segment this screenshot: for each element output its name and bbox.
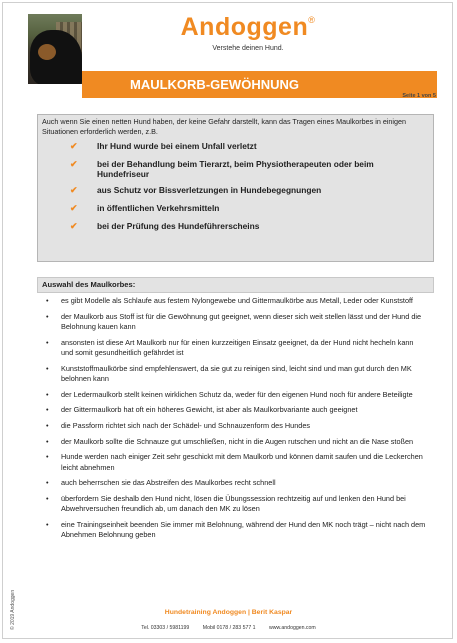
selection-item: [44, 421, 426, 431]
checkmark-icon: ✔: [70, 141, 78, 151]
selection-item-text: ansonsten ist diese Art Maulkorb nur für einen kurzzeitigen Einsatz geeignet, da der Hund nicht hecheln kann und somit gesundheitlich gefährdet ist: [61, 337, 414, 357]
selection-item-text: der Maulkorb aus Stoff ist für die Gewöhnung gut geeignet, wenn dieser sich weit stellen lässt und der Hund die Belohnung kauen kann: [61, 311, 422, 331]
bullet-icon: •: [46, 494, 49, 504]
footer-mobile: Mobil 0178 / 283 577 1: [202, 625, 256, 631]
selection-item-text: Hunde werden nach einiger Zeit sehr geschickt mit dem Maulkorb und können damit saufen und die Leckerchen leicht abnehmen: [61, 452, 423, 472]
selection-item: [44, 452, 426, 473]
selection-item: [44, 478, 426, 488]
bullet-icon: •: [46, 520, 49, 530]
bullet-icon: •: [46, 405, 49, 415]
footer-web[interactable]: www.andoggen.com: [269, 625, 316, 631]
situation-item-text: bei der Behandlung beim Tierarzt, beim Physiotherapeuten oder beim Hundefriseur: [97, 159, 374, 179]
selection-item: [44, 405, 426, 415]
bullet-icon: •: [46, 436, 49, 446]
bullet-icon: •: [46, 421, 49, 431]
selection-item: [44, 364, 426, 385]
copyright-note: © 2019 Andoggen: [10, 589, 16, 630]
checkmark-icon: ✔: [70, 159, 78, 169]
page-number: Seite 1 von 5: [402, 93, 436, 99]
situation-item-text: Ihr Hund wurde bei einem Unfall verletzt: [97, 141, 257, 151]
selection-item-text: eine Trainingseinheit beenden Sie immer mit Belohnung, während der Hund den MK noch trägt – nicht nach dem Abnehmen Belohnung geben: [61, 520, 426, 540]
selection-item-text: der Maulkorb sollte die Schnauze gut umschließen, nicht in die Augen rutschen und nicht an die Nase stoßen: [61, 436, 414, 446]
checkmark-icon: ✔: [70, 203, 78, 213]
bullet-icon: •: [46, 337, 49, 347]
selection-item: [44, 494, 426, 515]
situation-item: [68, 203, 408, 213]
selection-item: [44, 437, 426, 447]
checkmark-icon: ✔: [70, 221, 78, 231]
situation-item: [68, 141, 408, 151]
footer-title: Hundetraining Andoggen | Berit Kaspar: [164, 609, 293, 616]
footer-contact: [0, 625, 457, 631]
selection-item-text: Kunststoffmaulkörbe sind empfehlenswert, da sie gut zu reinigen sind, leicht sind und man gut durch den MK belohnen kann: [61, 363, 412, 383]
selection-item-text: die Passform richtet sich nach der Schädel- und Schnauzenform des Hundes: [61, 421, 311, 431]
bullet-icon: •: [46, 311, 49, 321]
situation-item: [68, 221, 408, 231]
bullet-icon: •: [46, 478, 49, 488]
bullet-icon: •: [46, 389, 49, 399]
situation-item-text: in öffentlichen Verkehrsmitteln: [97, 203, 220, 213]
bullet-icon: •: [46, 452, 49, 462]
selection-item-text: überfordern Sie deshalb den Hund nicht, lösen die Übungssession rechtzeitig auf und lenken den Hund bei Abwehrversuchen freundlich ab, um danach den MK zu lösen: [61, 494, 406, 514]
photo-dog: [30, 30, 82, 84]
brand-logo: [148, 13, 348, 42]
selection-item-text: der Gittermaulkorb hat oft ein höheres Gewicht, ist aber als Maulkorbvariante auch geeignet: [61, 405, 358, 415]
dog-photo: [28, 14, 82, 84]
situation-list: [68, 141, 408, 231]
selection-item: [44, 338, 426, 359]
selection-list: [44, 296, 426, 546]
bullet-icon: •: [46, 296, 49, 305]
selection-item: [44, 312, 426, 333]
bullet-icon: •: [46, 363, 49, 373]
situation-item: [68, 185, 408, 195]
selection-item-text: auch beherrschen sie das Abstreifen des Maulkorbes recht schnell: [61, 478, 276, 488]
situation-item: [68, 159, 408, 179]
selection-item: [44, 296, 426, 306]
situation-item-text: bei der Prüfung des Hundeführerscheins: [97, 221, 260, 231]
selection-item: [44, 390, 426, 400]
photo-dog-face: [38, 44, 56, 60]
footer-phone: Tel. 03303 / 5981199: [141, 625, 190, 631]
selection-item-text: der Ledermaulkorb stellt keinen wirklichen Schutz da, weder für den eigenen Hund noch für andere Beteiligte: [61, 389, 413, 399]
situation-item-text: aus Schutz vor Bissverletzungen in Hundebegegnungen: [97, 185, 322, 195]
section-heading: Auswahl des Maulkorbes:: [42, 280, 136, 289]
registered-mark: ®: [308, 15, 316, 25]
selection-item-text: es gibt Modelle als Schlaufe aus festem Nylongewebe und Gittermaulkörbe aus Metall, Leder oder Kunststoff: [61, 296, 413, 305]
selection-item: [44, 520, 426, 541]
page-title: MAULKORB-GEWÖHNUNG: [130, 77, 299, 92]
intro-text: Auch wenn Sie einen netten Hund haben, der keine Gefahr darstellt, kann das Tragen eines Maulkorbes in einigen Situationen erforderlich werden, z.B.: [42, 117, 407, 136]
checkmark-icon: ✔: [70, 185, 78, 195]
brand-name: Andoggen: [180, 13, 309, 41]
brand-tagline: Verstehe deinen Hund.: [212, 45, 284, 52]
